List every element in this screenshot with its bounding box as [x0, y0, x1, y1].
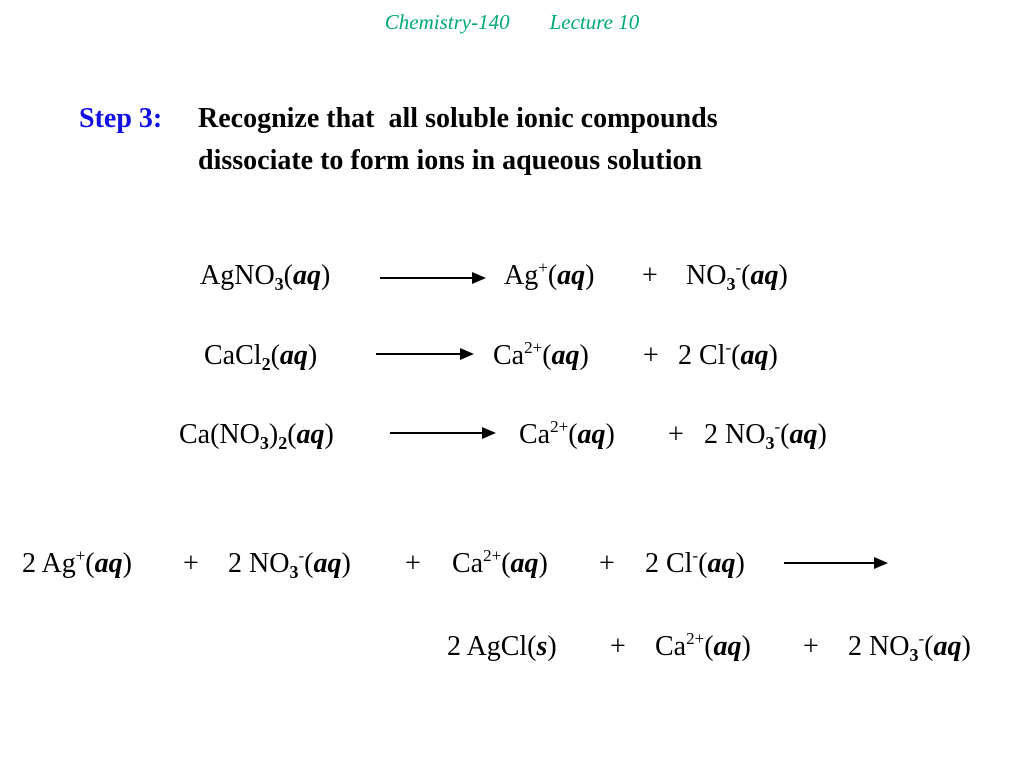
- lecture-number: Lecture 10: [549, 10, 640, 34]
- step-text-line-1: Recognize that all soluble ionic compounds: [198, 103, 718, 134]
- step-text: [198, 98, 898, 182]
- reactant-cacl2: CaCl$_2$(aq): [204, 340, 318, 374]
- plus-sign: +: [642, 260, 658, 291]
- reactant-cano32: $Ca(NO_3)_2(aq)$: [179, 419, 334, 453]
- reactant-agno3: AgNO$_3$(aq): [200, 260, 331, 294]
- course-name: Chemistry-140: [384, 10, 510, 34]
- ion-ca: $Ca^{2+}(aq)$: [655, 629, 751, 662]
- ion-ca: $Ca^{2+}(aq)$: [519, 417, 615, 450]
- plus-sign: +: [668, 419, 684, 450]
- plus-sign: +: [405, 548, 421, 579]
- ion-no3: $NO_3^-(aq)$: [686, 258, 788, 294]
- reaction-arrow: [390, 432, 494, 434]
- reaction-arrow: [784, 562, 886, 564]
- ion-ag: Ag+(aq): [504, 258, 595, 291]
- ion-no3: 2 $NO_3^-(aq)$: [848, 629, 971, 665]
- ion-ca: $Ca^{2+}(aq)$: [493, 338, 589, 371]
- ion-cl: 2 Cl-(aq): [678, 338, 778, 371]
- reaction-arrow: [380, 277, 484, 279]
- slide-header: [0, 10, 1024, 35]
- ion-ag: 2 Ag+(aq): [22, 546, 132, 579]
- ion-cl: 2 Cl-(aq): [645, 546, 745, 579]
- plus-sign: +: [803, 631, 819, 662]
- reaction-arrow: [376, 353, 472, 355]
- step-label: Step 3:: [79, 103, 163, 134]
- plus-sign: +: [599, 548, 615, 579]
- plus-sign: +: [610, 631, 626, 662]
- step-text-line-2: dissociate to form ions in aqueous solution: [198, 145, 703, 176]
- product-agcl: 2 AgCl(s): [447, 631, 557, 662]
- plus-sign: +: [643, 340, 659, 371]
- ion-ca: $Ca^{2+}(aq)$: [452, 546, 548, 579]
- plus-sign: +: [183, 548, 199, 579]
- ion-no3: 2 $NO_3^-(aq)$: [228, 546, 351, 582]
- ion-no3: 2 $NO_3^-(aq)$: [704, 417, 827, 453]
